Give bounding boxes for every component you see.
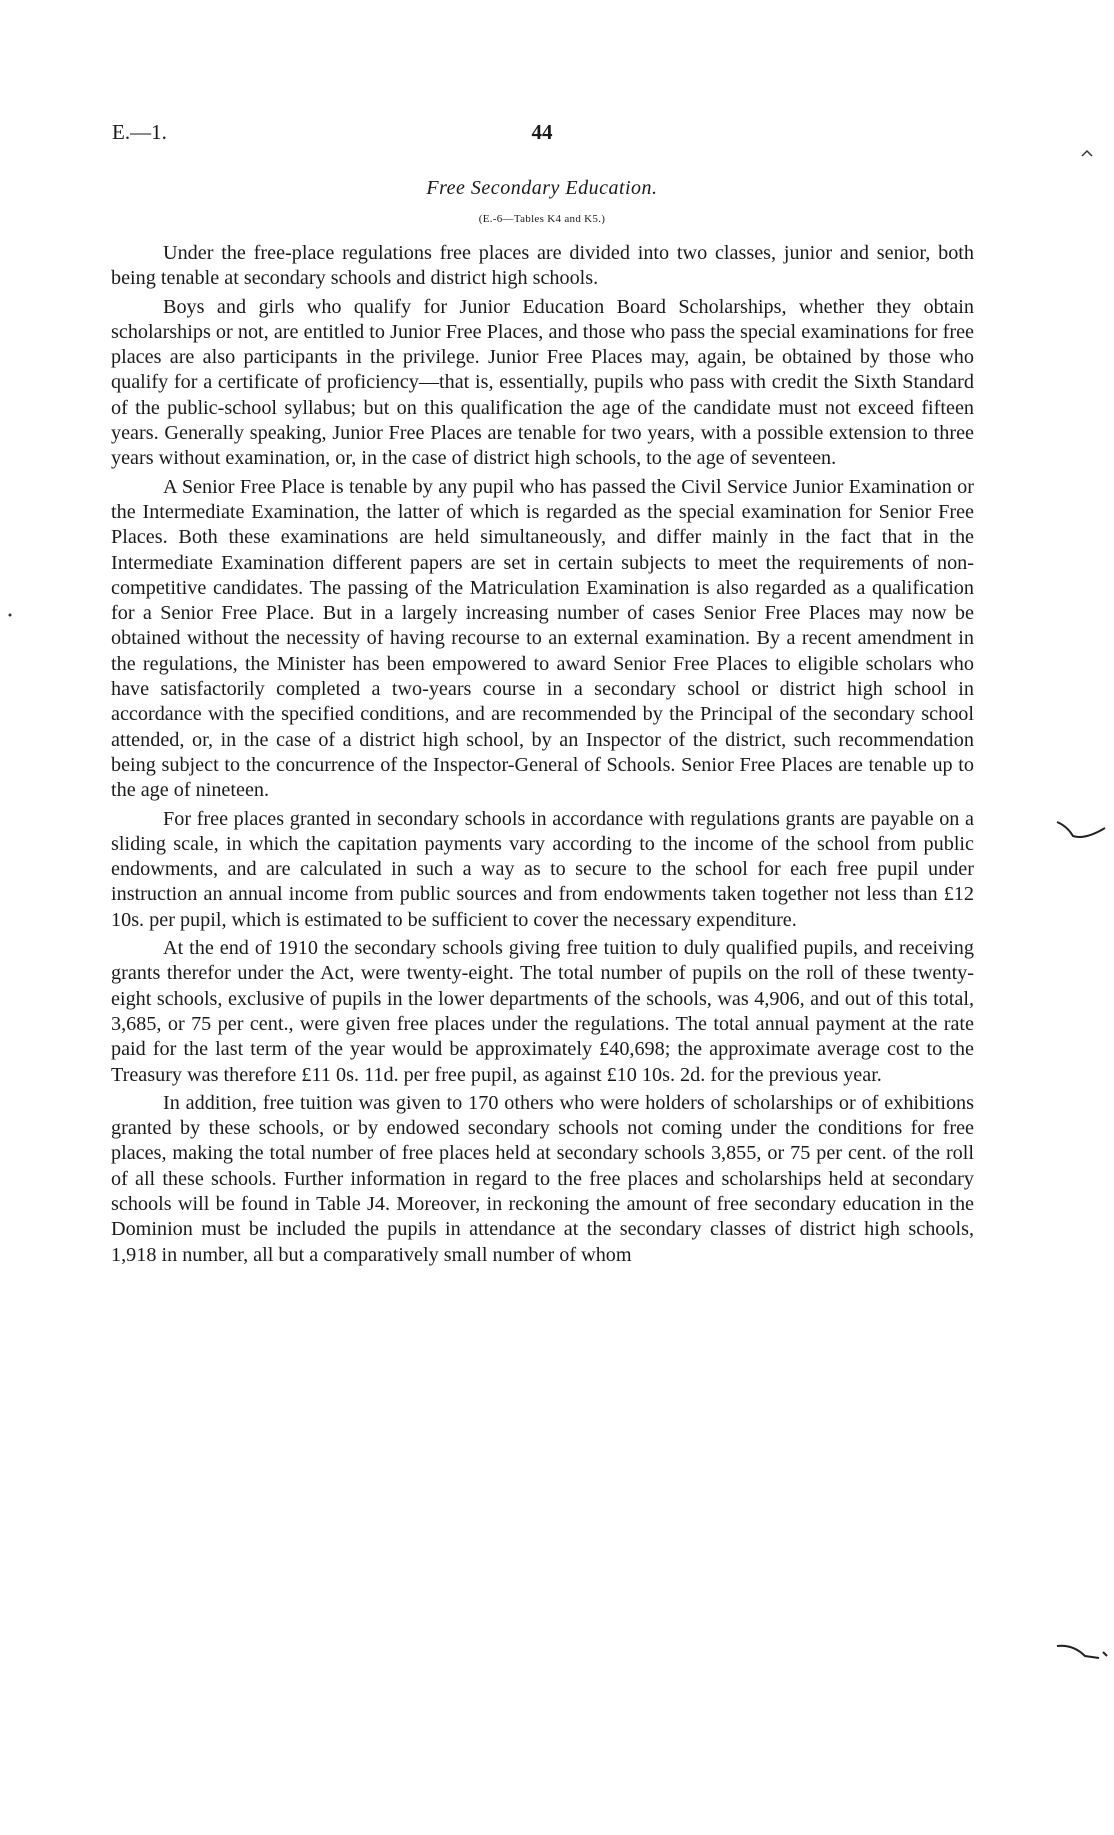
scan-mark: [1055, 1640, 1110, 1670]
paragraph: For free places granted in secondary schools in accordance with regulations grants are payable on a sliding scale, in which the capitation payments vary according to the income of the school from public endowments, and are calculated in such a way as to secure to the school for each free pupil under instruction an annual income from public sources and from endowments taken together not less than £12 10s. per pupil, which is estimated to be sufficient to cover the necessary expenditure.: [111, 807, 974, 931]
paragraph: Under the free-place regulations free places are divided into two classes, junior and senior, both being tenable at secondary schools and district high schools.: [111, 242, 974, 290]
scan-mark: [6, 611, 14, 619]
section-title: Free Secondary Education.: [426, 177, 658, 199]
document-code: E.—1.: [112, 120, 167, 144]
body-text: [111, 241, 974, 1271]
scan-mark: [1055, 818, 1110, 848]
scan-mark: [1080, 148, 1094, 158]
page-header: [112, 120, 972, 146]
paragraph: A Senior Free Place is tenable by any pupil who has passed the Civil Service Junior Examination or the Intermediate Examination, the latter of which is regarded as the special examination for Senior Free Places. Both these examinations are held simultaneously, and differ mainly in the fact that in the Intermediate Examination different papers are set in certain subjects to meet the requirements of non-competitive candidates. The passing of the Matriculation Examination is also regarded as a qualification for a Senior Free Place. But in a largely increasing number of cases Senior Free Places may now be obtained without the necessity of having recourse to an external examination. By a recent amendment in the regulations, the Minister has been empowered to award Senior Free Places to eligible scholars who have satisfactorily completed a two-years course in a secondary school or district high school in accordance with the specified conditions, and are recommended by the Principal of the secondary school attended, or, in the case of a district high school, by an Inspector of the district, such recommendation being subject to the concurrence of the Inspector-General of Schools. Senior Free Places are tenable up to the age of nineteen.: [111, 475, 974, 802]
section-reference: (E.-6—Tables K4 and K5.): [478, 213, 606, 225]
paragraph: At the end of 1910 the secondary schools giving free tuition to duly qualified pupils, and receiving grants therefor under the Act, were twenty-eight. The total number of pupils on the roll of these twenty-eight schools, exclusive of pupils in the lower departments of the schools, was 4,906, and out of this total, 3,685, or 75 per cent., were given free places under the regulations. The total annual payment at the rate paid for the last term of the year would be approximately £40,698; the approximate average cost to the Treasury was therefore £11 0s. 11d. per free pupil, as against £10 10s. 2d. for the previous year.: [111, 937, 974, 1086]
paragraph: In addition, free tuition was given to 170 others who were holders of scholarships or of exhibitions granted by these schools, or by endowed secondary schools not coming under the conditions for free places, making the total number of free places held at secondary schools 3,855, or 75 per cent. of the roll of all these schools. Further information in regard to the free places and scholarships held at secondary schools will be found in Table J4. Moreover, in reckoning the amount of free secondary education in the Dominion must be included the pupils in attendance at the secondary classes of district high schools, 1,918 in number, all but a comparatively small number of whom: [111, 1091, 974, 1266]
paragraph: Boys and girls who qualify for Junior Education Board Scholarships, whether they obtain scholarships or not, are entitled to Junior Free Places, and those who pass the special examinations for free places are also participants in the privilege. Junior Free Places may, again, be obtained by those who qualify for a certificate of proficiency—that is, essentially, pupils who pass with credit the Sixth Standard of the public-school syllabus; but on this qualification the age of the candidate must not exceed fifteen years. Generally speaking, Junior Free Places are tenable for two years, with a possible extension to three years without examination, or, in the case of district high schools, to the age of seventeen.: [111, 295, 974, 470]
page-number: 44: [531, 120, 553, 144]
